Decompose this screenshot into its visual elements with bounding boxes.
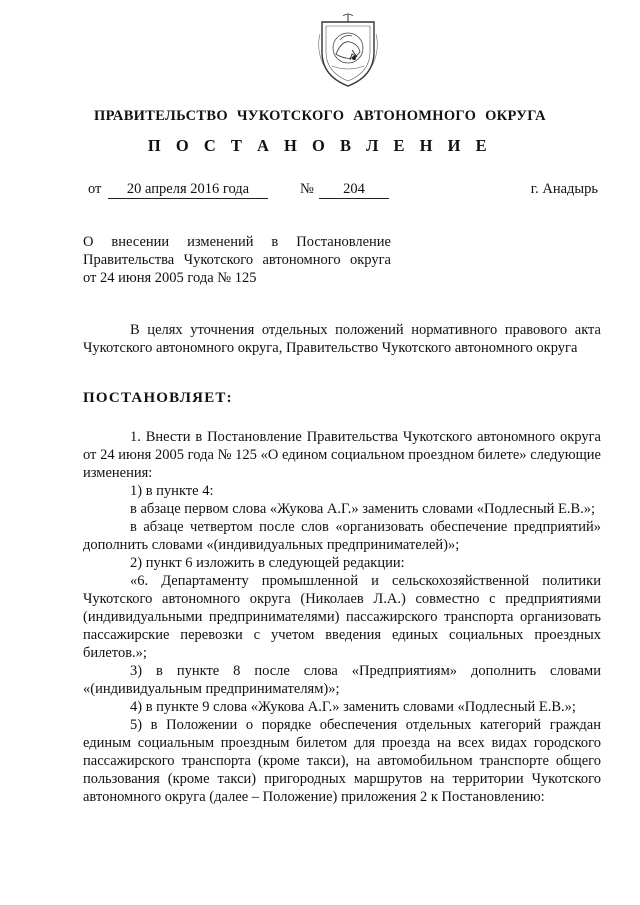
document-meta-row <box>88 181 598 201</box>
paragraph: 1) в пункте 4: <box>130 483 214 499</box>
preamble-block <box>83 321 601 357</box>
paragraph: 1. Внести в Постановление Правительства Чукотского автономного округа от 24 июня 2005 года № 125 «О едином социальном проездном билете» следующие изменения: <box>83 429 601 481</box>
paragraph: 4) в пункте 9 слова «Жукова А.Г.» заменить словами «Подлесный Е.В.»; <box>130 699 576 715</box>
paragraph: 2) пункт 6 изложить в следующей редакции: <box>130 555 405 571</box>
subject-line: Правительства Чукотского автономного округа <box>83 252 391 268</box>
document-date: 20 апреля 2016 года <box>108 181 268 199</box>
number-prefix: № <box>300 181 314 197</box>
paragraph: 5) в Положении о порядке обеспечения отдельных категорий граждан единым социальным проездным билетом для проезда на всех видах городского пассажирского транспорта (кроме такси), на автомобильном транспорте общего пользования (кроме такси) пригородных маршрутов на территории Чукотского автономного округа (далее – Положение) приложения 2 к Постановлению: <box>83 717 601 805</box>
document-place: г. Анадырь <box>530 181 598 197</box>
document-number: 204 <box>319 181 389 199</box>
coat-of-arms-emblem <box>312 10 384 90</box>
paragraph: в абзаце четвертом после слов «организовать обеспечение предприятий» дополнить словами «(индивидуальных предпринимателей)»; <box>83 519 601 553</box>
subject-line: от 24 июня 2005 года № 125 <box>83 270 257 286</box>
paragraph: 3) в пункте 8 после слова «Предприятиям» дополнить словами «(индивидуальным предпринимателям)»; <box>83 663 601 697</box>
date-prefix: от <box>88 181 102 197</box>
preamble-text: В целях уточнения отдельных положений нормативного правового акта Чукотского автономного округа, Правительство Чукотского автономного округа <box>83 322 601 356</box>
government-title: ПРАВИТЕЛЬСТВО ЧУКОТСКОГО АВТОНОМНОГО ОКРУГА <box>94 108 546 124</box>
paragraph: «6. Департаменту промышленной и сельскохозяйственной политики Чукотского автономного округа (Николаев Л.А.) совместно с предприятиями (индивидуальными предпринимателями) пассажирского транспорта организовать пассажирские перевозки с учетом введения единых социальных проездных билетов.»; <box>83 573 601 661</box>
paragraph: в абзаце первом слова «Жукова А.Г.» заменить словами «Подлесный Е.В.»; <box>130 501 596 517</box>
subject-line: О внесении изменений в Постановление <box>83 234 391 250</box>
document-type-heading: П О С Т А Н О В Л Е Н И Е <box>147 136 493 155</box>
document-subject <box>83 233 391 287</box>
document-body <box>83 428 601 806</box>
decrees-label: ПОСТАНОВЛЯЕТ: <box>83 390 233 406</box>
